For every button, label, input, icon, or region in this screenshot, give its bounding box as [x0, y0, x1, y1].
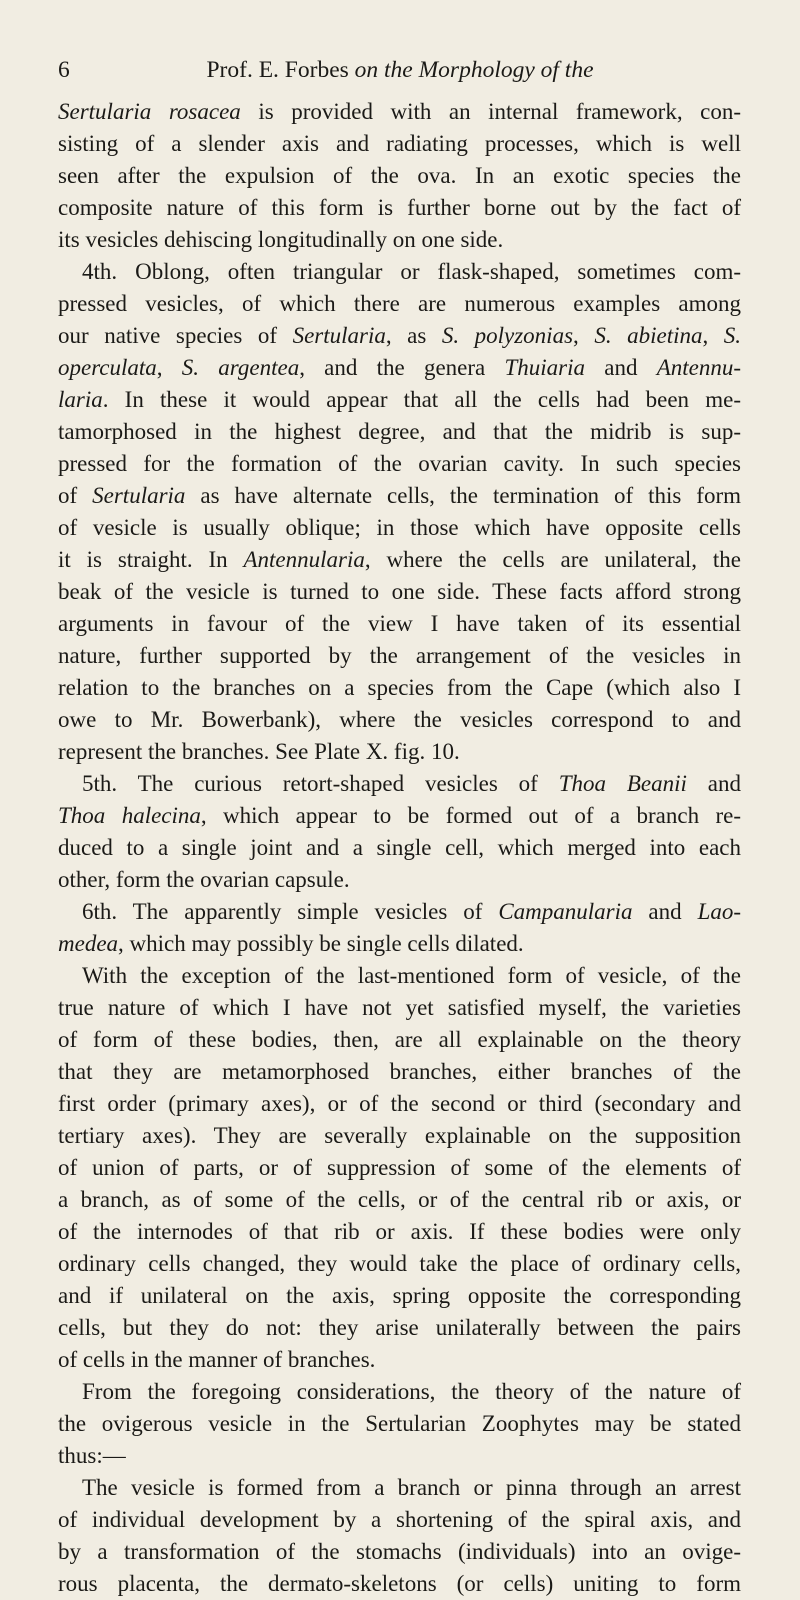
text-span: , where the cells are unilateral, the — [364, 547, 742, 572]
text-span: the ovigerous vesicle in the Sertularian Zoophytes may be stated — [58, 1411, 741, 1436]
text-span: by a transformation of the stomachs (individuals) into an ovige- — [58, 1539, 741, 1564]
text-line — [58, 1088, 741, 1120]
text-span: , which appear to be formed out of a branch re- — [200, 803, 741, 828]
text-line — [58, 672, 741, 704]
italic-span: S. polyzonias — [441, 323, 574, 348]
text-span: tertiary axes). They are severally explainable on the supposition — [58, 1123, 741, 1148]
text-span: arguments in favour of the view I have taken of its essential — [58, 611, 741, 636]
text-span: sisting of a slender axis and radiating processes, which is well — [58, 131, 741, 156]
italic-span: S. argentea — [181, 355, 300, 380]
text-line — [58, 1184, 741, 1216]
italic-span: Lao- — [697, 899, 742, 924]
text-line — [58, 352, 741, 384]
text-line — [58, 320, 741, 352]
text-line — [58, 1312, 741, 1344]
text-line — [58, 1536, 741, 1568]
text-span: cells, but they do not: they arise unilaterally between the pairs — [58, 1315, 741, 1340]
text-line — [58, 960, 741, 992]
text-span: and — [585, 355, 657, 380]
text-span: With the exception of the last-mentioned form of vesicle, of the — [82, 963, 741, 988]
text-line — [58, 704, 741, 736]
text-span: duced to a single joint and a single cell, which merged into each — [58, 835, 741, 860]
text-span: of vesicle is usually oblique; in those which have opposite cells — [58, 515, 741, 540]
text-span: relation to the branches on a species from the Cape (which also I — [58, 675, 741, 700]
text-span: of union of parts, or of suppression of some of the elements of — [58, 1155, 741, 1180]
italic-span: medea — [58, 931, 119, 956]
text-line — [58, 576, 741, 608]
italic-span: Antennu- — [656, 355, 742, 380]
text-span: of the internodes of that rib or axis. If these bodies were only — [58, 1219, 741, 1244]
italic-span: Sertularia — [292, 323, 386, 348]
text-line — [58, 416, 741, 448]
text-span: of individual development by a shortening of the spiral axis, and — [58, 1507, 741, 1532]
text-line — [58, 256, 741, 288]
text-line — [58, 928, 741, 960]
text-span: , and the genera — [299, 355, 505, 380]
text-span: other, form the ovarian capsule. — [58, 867, 350, 892]
text-span: , which may possibly be single cells dilated. — [118, 931, 524, 956]
text-span: nature, further supported by the arrangement of the vesicles in — [58, 643, 741, 668]
text-line — [58, 128, 741, 160]
text-span: ordinary cells changed, they would take the place of ordinary cells, — [58, 1251, 741, 1276]
running-head-author: Prof. E. Forbes — [206, 57, 355, 83]
text-span: it is straight. In — [58, 547, 244, 572]
italic-span: Thoa halecina — [58, 803, 201, 828]
text-line — [58, 1024, 741, 1056]
running-head — [58, 50, 742, 90]
italic-span: Antennularia — [243, 547, 365, 572]
text-line — [58, 192, 741, 224]
text-span: composite nature of this form is further borne out by the fact of — [58, 195, 741, 220]
text-span: true nature of which I have not yet satisfied myself, the varieties — [58, 995, 741, 1020]
text-span: thus:— — [58, 1443, 126, 1468]
text-span: owe to Mr. Bowerbank), where the vesicles correspond to and — [58, 707, 741, 732]
text-span: and — [686, 771, 741, 796]
text-line — [58, 1568, 741, 1600]
text-line — [58, 96, 741, 128]
text-span: seen after the expulsion of the ova. In an exotic species the — [58, 163, 741, 188]
text-line — [58, 224, 741, 256]
text-span: and if unilateral on the axis, spring opposite the corresponding — [58, 1283, 741, 1308]
page-number: 6 — [58, 57, 70, 83]
text-span: is provided with an internal framework, con- — [240, 99, 741, 124]
page-header — [58, 50, 742, 90]
text-line — [58, 1472, 741, 1504]
text-span: , — [702, 323, 724, 348]
text-line — [58, 864, 741, 896]
running-head-title: on the Morphology of the — [354, 57, 594, 83]
text-line — [58, 896, 741, 928]
text-line — [58, 1344, 741, 1376]
text-line — [58, 480, 741, 512]
text-line — [58, 1504, 741, 1536]
text-span: rous placenta, the dermato-skeletons (or cells) uniting to form — [58, 1571, 741, 1596]
text-line — [58, 992, 741, 1024]
italic-span: Thoa Beanii — [558, 771, 687, 796]
text-span: pressed vesicles, of which there are numerous examples among — [58, 291, 741, 316]
text-span: pressed for the formation of the ovarian cavity. In such species — [58, 451, 741, 476]
text-span: , as — [385, 323, 442, 348]
italic-span: S. abietina — [594, 323, 703, 348]
text-line — [58, 544, 741, 576]
text-span: as have alternate cells, the termination of this form — [185, 483, 741, 508]
text-line — [58, 384, 741, 416]
italic-span: Sertularia — [92, 483, 186, 508]
text-line — [58, 608, 741, 640]
text-span: 6th. The apparently simple vesicles of — [82, 899, 499, 924]
text-line — [58, 288, 741, 320]
italic-span: Sertularia rosacea — [58, 99, 241, 124]
text-line — [58, 736, 741, 768]
body-text — [58, 96, 741, 1600]
text-line — [58, 640, 741, 672]
text-line — [58, 1440, 741, 1472]
italic-span: S. — [723, 323, 742, 348]
text-span: , — [156, 355, 182, 380]
text-span: of cells in the manner of branches. — [58, 1347, 376, 1372]
text-span: first order (primary axes), or of the second or third (secondary and — [58, 1091, 741, 1116]
text-span: , — [573, 323, 595, 348]
text-line — [58, 448, 741, 480]
text-span: 5th. The curious retort-shaped vesicles of — [82, 771, 559, 796]
text-span: tamorphosed in the highest degree, and that the midrib is sup- — [58, 419, 741, 444]
text-line — [58, 800, 741, 832]
text-line — [58, 768, 741, 800]
text-span: . In these it would appear that all the cells had been me- — [102, 387, 741, 412]
text-line — [58, 1056, 741, 1088]
italic-span: laria — [58, 387, 103, 412]
text-span: represent the branches. See Plate X. fig. 10. — [58, 739, 460, 764]
italic-span: Campanularia — [498, 899, 633, 924]
text-span: From the foregoing considerations, the theory of the nature of — [82, 1379, 741, 1404]
text-line — [58, 512, 741, 544]
text-line — [58, 1280, 741, 1312]
text-span: of — [58, 483, 93, 508]
italic-span: Thuiaria — [504, 355, 586, 380]
text-line — [58, 160, 741, 192]
text-span: and — [632, 899, 698, 924]
text-span: a branch, as of some of the cells, or of the central rib or axis, or — [58, 1187, 741, 1212]
text-line — [58, 1248, 741, 1280]
text-span: of form of these bodies, then, are all explainable on the theory — [58, 1027, 741, 1052]
text-span: our native species of — [58, 323, 293, 348]
text-span: beak of the vesicle is turned to one side. These facts afford strong — [58, 579, 741, 604]
text-line — [58, 1216, 741, 1248]
text-line — [58, 1376, 741, 1408]
text-line — [58, 1120, 741, 1152]
text-span: The vesicle is formed from a branch or pinna through an arrest — [82, 1475, 741, 1500]
text-span: 4th. Oblong, often triangular or flask-shaped, sometimes com- — [82, 259, 741, 284]
text-line — [58, 1408, 741, 1440]
text-span: that they are metamorphosed branches, either branches of the — [58, 1059, 741, 1084]
italic-span: operculata — [58, 355, 157, 380]
text-line — [58, 1152, 741, 1184]
text-line — [58, 832, 741, 864]
text-span: its vesicles dehiscing longitudinally on one side. — [58, 227, 504, 252]
